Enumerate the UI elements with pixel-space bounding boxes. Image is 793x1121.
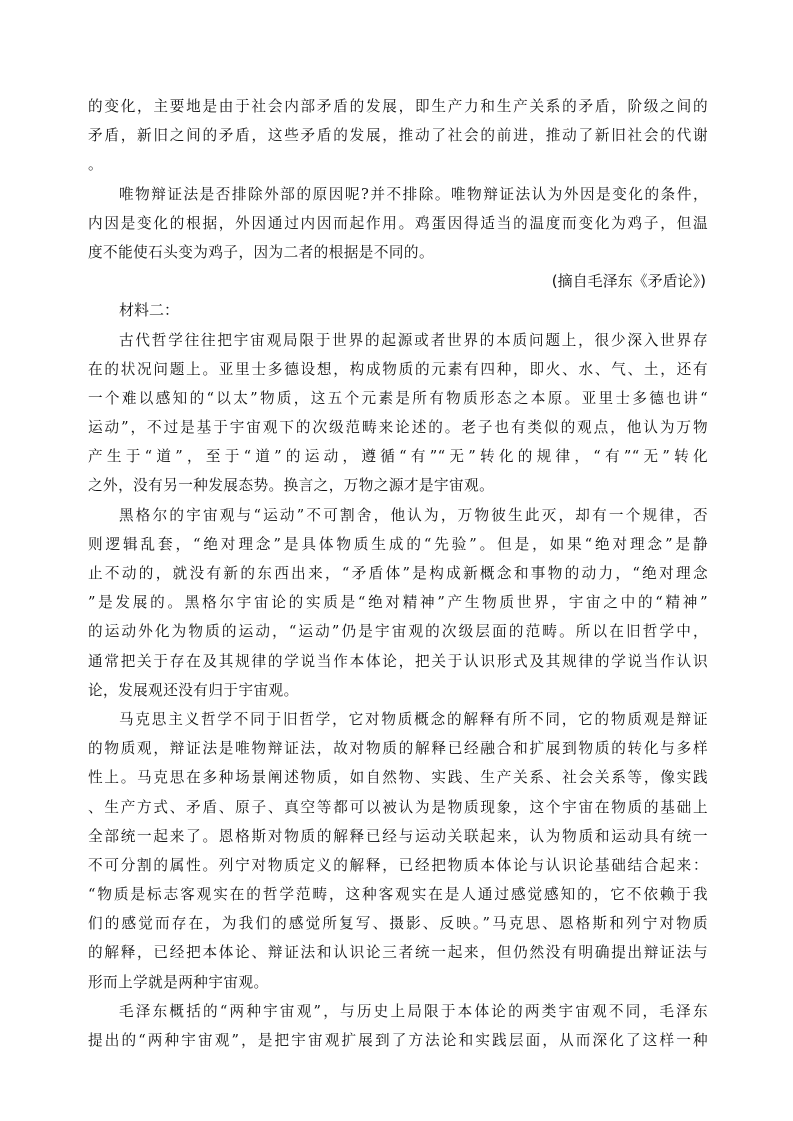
text-line: 毛泽东概括的“两种宇宙观”，与历史上局限于本体论的两类宇宙观不同，毛泽东 — [119, 1002, 708, 1020]
material-two-label: 材料二： — [119, 301, 180, 320]
source-note: (摘自毛泽东《矛盾论》) — [551, 272, 706, 291]
paragraph-ancient-philosophy — [88, 326, 708, 501]
text-line: 马克思主义哲学不同于旧哲学，它对物质概念的解释有所不同，它的物质观是辩证 — [119, 710, 708, 728]
text-line: “物质是标志客观实在的哲学范畴，这种客观实在是人通过感觉感知的，它不依赖于我 — [88, 886, 708, 904]
text-line: 全部统一起来了。恩格斯对物质的解释已经与运动关联起来，认为物质和运动具有统一 — [88, 827, 708, 845]
text-line: ”是发展的。黑格尔宇宙论的实质是“绝对精神”产生物质世界，宇宙之中的“精神” — [88, 594, 708, 612]
text-line: 。 — [88, 156, 104, 174]
text-line: 古代哲学往往把宇宙观局限于世界的起源或者世界的本质问题上，很少深入世界存 — [119, 331, 708, 349]
text-line: 的解释，已经把本体论、辩证法和认识论三者统一起来，但仍然没有明确提出辩证法与 — [88, 944, 708, 962]
text-line: 提出的“两种宇宙观”，是把宇宙观扩展到了方法论和实践层面，从而深化了这样一种 — [88, 1032, 708, 1049]
text-line: 则逻辑乱套，“绝对理念”是具体物质生成的“先验”。但是，如果“绝对理念”是静 — [88, 535, 708, 553]
text-line: 们的感觉而存在，为我们的感觉所复写、摄影、反映。”马克思、恩格斯和列宁对物质 — [88, 915, 708, 933]
text-line: 在的状况问题上。亚里士多德设想，构成物质的元素有四种，即火、水、气、土，还有 — [88, 360, 708, 378]
text-line: 止不动的，就没有新的东西出来，“矛盾体”是构成新概念和事物的动力，“绝对理念 — [88, 565, 708, 582]
text-line: 的物质观，辩证法是唯物辩证法，故对物质的解释已经融合和扩展到物质的转化与多样 — [88, 740, 708, 758]
document-page — [88, 92, 708, 1055]
text-line: 形而上学就是两种宇宙观。 — [88, 973, 269, 991]
text-line: 黑格尔的宇宙观与“运动”不可割舍，他认为，万物彼生此灭，却有一个规律，否 — [119, 506, 708, 524]
paragraph-two-world-views — [88, 997, 708, 1055]
paragraph-external-causes — [88, 180, 708, 268]
text-line: 的运动外化为物质的运动，“运动”仍是宇宙观的次级层面的范畴。所以在旧哲学中， — [88, 623, 708, 641]
text-line: 度不能使石头变为鸡子，因为二者的根据是不同的。 — [88, 243, 435, 261]
text-line: 产生于“道”，至于“道”的运动，遵循“有”“无”转化的规律，“有”“无”转化 — [88, 448, 708, 466]
text-line: 论，发展观还没有归于宇宙观。 — [88, 681, 299, 699]
text-line: 性上。马克思在多种场景阐述物质，如自然物、实践、生产关系、社会关系等，像实践 — [88, 769, 708, 787]
text-line: 运动”，不过是基于宇宙观下的次级范畴来论述的。老子也有类似的观点，他认为万物 — [88, 419, 708, 437]
paragraph-marxist-philosophy — [88, 705, 708, 997]
text-line: 、生产方式、矛盾、原子、真空等都可以被认为是物质现象，这个宇宙在物质的基础上 — [88, 798, 708, 816]
text-line: 矛盾，新旧之间的矛盾，这些矛盾的发展，推动了社会的前进，推动了新旧社会的代谢 — [88, 127, 708, 145]
text-line: 内因是变化的根据，外因通过内因而起作用。鸡蛋因得适当的温度而变化为鸡子，但温 — [88, 214, 708, 232]
text-line: 唯物辩证法是否排除外部的原因呢?并不排除。唯物辩证法认为外因是变化的条件， — [119, 185, 708, 203]
text-line: 一个难以感知的“以太”物质，这五个元素是所有物质形态之本原。亚里士多德也讲“ — [88, 389, 708, 407]
paragraph-social-contradictions — [88, 92, 708, 180]
text-line: 之外，没有另一种发展态势。换言之，万物之源才是宇宙观。 — [88, 477, 495, 495]
paragraph-hegel — [88, 501, 708, 705]
text-line: 通常把关于存在及其规律的学说当作本体论，把关于认识形式及其规律的学说当作认识 — [88, 652, 708, 670]
text-line: 的变化，主要地是由于社会内部矛盾的发展，即生产力和生产关系的矛盾，阶级之间的 — [88, 98, 708, 115]
text-line: 不可分割的属性。列宁对物质定义的解释，已经把物质本体论与认识论基础结合起来： — [88, 856, 708, 874]
